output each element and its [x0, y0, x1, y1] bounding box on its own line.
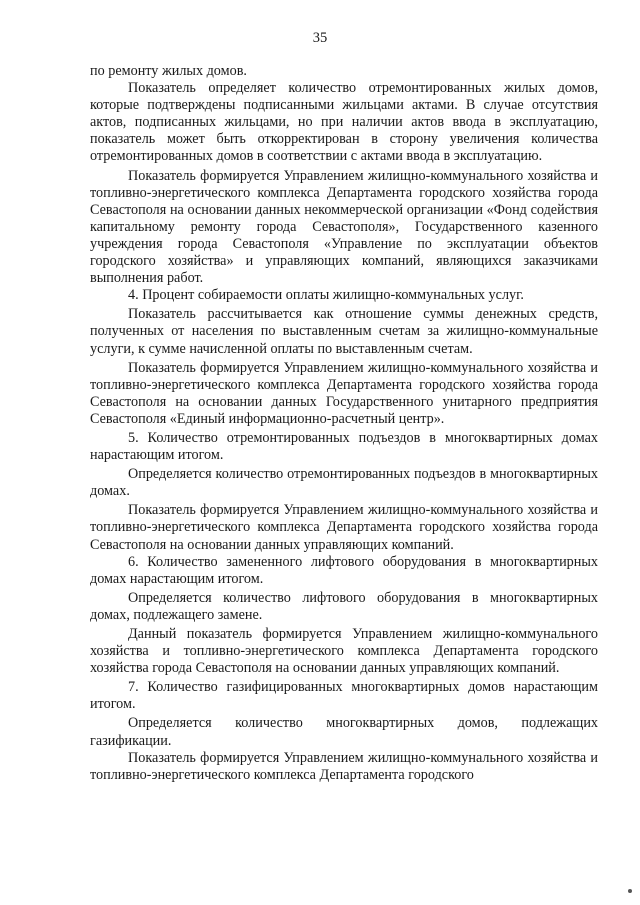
paragraph: Показатель формируется Управлением жилищно-коммунального хозяйства и топливно-энергетического комплекса Департамента городского хозяйства города Севастополя на основании данных Государственного унитарного предприятия Севастополя «Единый информационно-расчетный центр». [90, 359, 598, 427]
paragraph: Определяется количество отремонтированных подъездов в многоквартирных домах. [90, 466, 598, 500]
scan-mark [628, 889, 632, 893]
paragraph-heading: 5. Количество отремонтированных подъездов в многоквартирных домах нарастающим итогом. [90, 429, 598, 464]
paragraph: Определяется количество лифтового оборудования в многоквартирных домах, подлежащего замене. [90, 589, 598, 623]
page-number: 35 [312, 30, 328, 46]
document-body [90, 63, 598, 784]
paragraph: по ремонту жилых домов. [90, 63, 247, 79]
paragraph: Показатель формируется Управлением жилищно-коммунального хозяйства и топливно-энергетического комплекса Департамента городского [90, 749, 598, 783]
paragraph-heading: 6. Количество замененного лифтового оборудования в многоквартирных домах нарастающим итогом. [90, 553, 598, 587]
paragraph-heading: 7. Количество газифицированных многоквартирных домов нарастающим итогом. [90, 679, 598, 713]
paragraph: Данный показатель формируется Управлением жилищно-коммунального хозяйства и топливно-энергетического комплекса Департамента городского хозяйства города Севастополя на основании данных управляющих компаний. [90, 626, 598, 677]
paragraph-heading: 4. Процент собираемости оплаты жилищно-коммунальных услуг. [128, 287, 524, 304]
paragraph: Показатель определяет количество отремонтированных жилых домов, которые подтверждены подписанными жильцами актами. В случае отсутствия актов, подписанных жильцами, но при наличии актов ввода в эксплуатацию, показатель может быть откорректирован в сторону увеличения количества отремонтированных домов в соответствии с актами ввода в эксплуатацию. [90, 80, 598, 165]
paragraph: Определяется количество многоквартирных домов, подлежащих газификации. [90, 715, 598, 749]
paragraph: Показатель формируется Управлением жилищно-коммунального хозяйства и топливно-энергетического комплекса Департамента городского хозяйства города Севастополя на основании данных некоммерческой организации «Фонд содействия капитальному ремонту города Севастополя», Государственного казенного учреждения города Севастополя «Управление по эксплуатации объектов городского хозяйства» и управляющих компаний, являющихся заказчиками выполнения работ. [90, 167, 598, 287]
paragraph: Показатель рассчитывается как отношение суммы денежных средств, полученных от населения по выставленным счетам за жилищно-коммунальные услуги, к сумме начисленной оплаты по выставленным счетам. [90, 306, 598, 357]
paragraph: Показатель формируется Управлением жилищно-коммунального хозяйства и топливно-энергетического комплекса Департамента городского хозяйства города Севастополя на основании данных управляющих компаний. [90, 502, 598, 553]
